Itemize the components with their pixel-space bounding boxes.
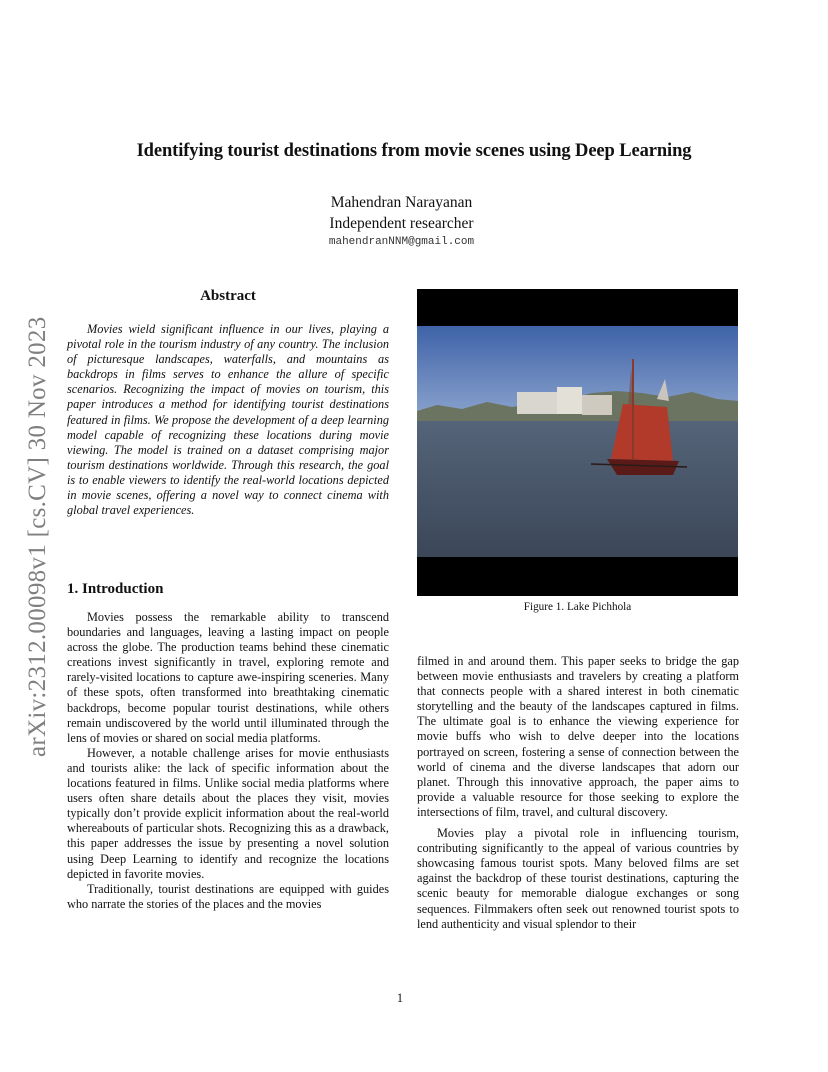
- abstract-heading: Abstract: [200, 288, 256, 304]
- abstract-body: [67, 322, 389, 518]
- page-number: 1: [396, 991, 404, 1005]
- introduction-right-column: [417, 654, 739, 932]
- intro-paragraph: Movies play a pivotal role in influencing tourism, contributing significantly to the appeal of various countries by showcasing famous tourist spots. Many beloved films are set against the backdrop of these tourist destinations, capturing the scenic beauty for memorable dialogue exchanges or song sequences. Filmmakers often seek out renowned tourist spots to lend authenticity and visual splendor to their: [417, 826, 739, 931]
- intro-paragraph: However, a notable challenge arises for movie enthusiasts and tourists alike: the lack of specific information about the locations featured in films. Unlike social media platforms where users often share details about the places they visit, movies typically don’t provide explicit information about the real-world whereabouts of particular shots. Recognizing this as a drawback, this paper addresses the issue by presenting a novel solution using Deep Learning to identify and recognize the locations depicted in favorite movies.: [67, 745, 389, 881]
- abstract-text: Movies wield significant influence in our lives, playing a pivotal role in the tourism industry of any country. The inclusion of picturesque landscapes, waterfalls, and mountains as backdrops in films serves to enhance the allure of specific scenarios. Recognizing the impact of movies on tourism, this paper introduces a method for identifying tourist destinations featured in films. We propose the development of a deep learning model capable of recognizing these locations during movie viewing. The model is trained on a dataset comprising major tourism destinations worldwide. Through this research, the goal is to enable viewers to identify the real-world locations depicted in movie scenes, offering a novel way to connect cinema with global travel experiences.: [67, 322, 389, 518]
- introduction-heading: 1. Introduction: [67, 581, 164, 597]
- intro-paragraph: filmed in and around them. This paper seeks to bridge the gap between movie enthusiasts and travelers by creating a platform that connects people with a shared interest in both cinematic storytelling and the beauty of the landscapes captured in films. The ultimate goal is to enhance the viewing experience for movie buffs who wish to delve deeper into the locations portrayed on screen, fostering a sense of connection between the world of cinema and the diverse landscapes that adorn our planet. Through this innovative approach, the paper aims to provide a valuable resource for those seeking to explore the intersections of film, travel, and cultural discovery.: [417, 654, 739, 819]
- author-email: mahendranNNM@gmail.com: [328, 236, 475, 248]
- figure-lake-photo: [417, 289, 738, 596]
- arxiv-identifier-stamp: arXiv:2312.00098v1 [cs.CV] 30 Nov 2023: [24, 316, 51, 757]
- figure-caption: Figure 1. Lake Pichhola: [523, 601, 632, 613]
- lake-scene-illustration: [417, 289, 738, 596]
- author-name: Mahendran Narayanan: [330, 194, 473, 211]
- paper-title: Identifying tourist destinations from movie scenes using Deep Learning: [136, 141, 692, 161]
- introduction-left-column: [67, 610, 389, 912]
- author-affiliation: Independent researcher: [329, 215, 474, 232]
- intro-paragraph: Movies possess the remarkable ability to transcend boundaries and languages, leaving a lasting impact on people across the globe. The production teams behind these cinematic creations invest significantly in travel, exploring remote and rarely-visited locations to capture awe-inspiring sceneries. Many of these spots, often transformed into breathtaking cinematic backdrops, become popular tourist destinations, while others remain undiscovered by the world until illuminated through the lens of movies or shared on social media platforms.: [67, 610, 389, 745]
- intro-paragraph: Traditionally, tourist destinations are equipped with guides who narrate the stories of the places and the movies: [67, 881, 389, 911]
